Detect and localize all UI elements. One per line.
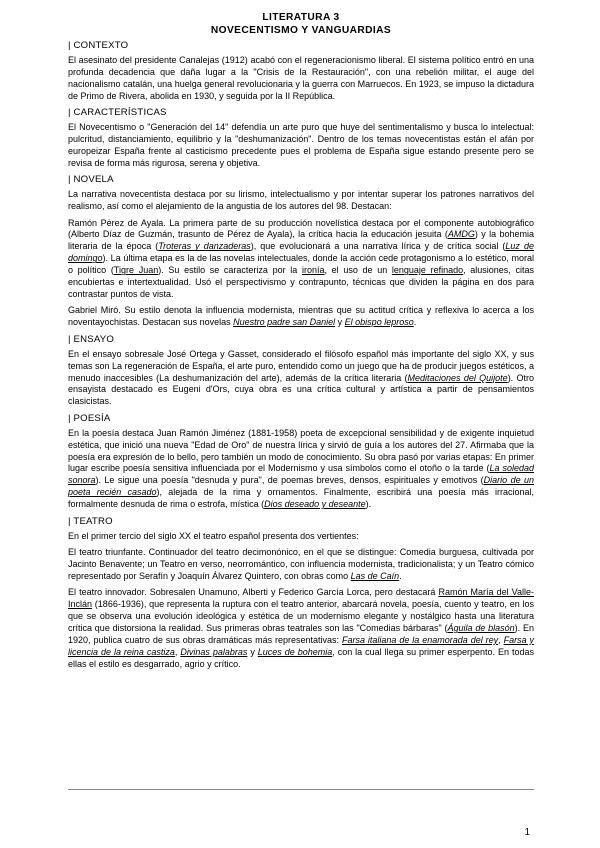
- teatro-triunfante-paragraph: [68, 547, 534, 583]
- work-title-nuestro-padre: Nuestro padre san Daniel: [233, 317, 336, 328]
- text-run: ), alejada de la rima y ornamentos. Finalmente, escribirá una poesía más irracional, formalmente desnuda de rima o estrofa, mística (: [68, 487, 534, 510]
- work-title-obispo-leproso: El obispo leproso: [344, 317, 414, 328]
- section-heading-ensayo: | ENSAYO: [68, 333, 115, 345]
- section-heading-caracteristicas: | CARACTERÍSTICAS: [68, 107, 167, 119]
- text-run: En el ensayo sobresale José Ortega y Gasset, considerado el filósofo español más importante del siglo XX, y sus temas son La regeneración de España, el arte puro, entendido como un juego que ha de producir juegos estéticos, a menudo inaccesibles (La deshumanización del arte), además de la crítica literaria (: [68, 348, 534, 383]
- section-heading-poesia: | POESÍA: [68, 412, 111, 424]
- text-run: Ramón Pérez de Ayala. La primera parte de su producción novelística destaca por el componente autobiográfico (Alberto Díaz de Guzmán, trasunto de Pérez de Ayala), la crítica hacia la educación jesuita (: [68, 217, 534, 240]
- work-title-luces-bohemia: Luces de bohemia: [257, 646, 333, 657]
- work-title-aguila-blason: Águila de blasón: [447, 622, 515, 633]
- author-valle-inclan: Ramón María del Valle-Inclán: [68, 587, 535, 610]
- work-title-las-de-cain: Las de Caín: [350, 570, 400, 581]
- work-title-dios-deseado: Dios deseado y deseante: [264, 499, 366, 510]
- text-run: ). Su estilo se caracteriza por la: [158, 265, 302, 276]
- text-run: ).: [365, 499, 372, 510]
- text-run: Gabriel Miró. Su estilo denota la influencia modernista, mientras que su actitud crítica y reflexiva lo acerca a los noventayochistas. Destacan sus novelas: [68, 305, 534, 328]
- work-title-diario-poeta: Diario de un poeta recién casado: [68, 475, 535, 498]
- teatro-intro-paragraph: En el primer tercio del siglo XX el teatro español presenta dos vertientes:: [68, 530, 359, 541]
- work-title-farsa-italiana: Farsa italiana de la enamorada del rey: [341, 634, 499, 645]
- text-run: , alusiones, citas encubiertas e intertextualidad. Usó el perspectivismo y contrapunto, técnicas que dividen la página en dos para contrastar puntos de vista.: [68, 265, 534, 299]
- work-title-divinas-palabras: Divinas palabras: [180, 646, 248, 657]
- work-title-tigre-juan: Tigre Juan: [113, 265, 159, 276]
- text-run: ). La última etapa es la de las novelas intelectuales, donde la acción cede protagonismo a lo estético, moral o político (: [68, 253, 534, 276]
- text-run: ). En 1920, publica cuatro de sus obras dramáticas más representativas:: [68, 622, 534, 645]
- novela-perez-de-ayala-paragraph: [68, 218, 534, 301]
- document-title: LITERATURA 3: [262, 12, 340, 23]
- text-run: El teatro innovador. Sobresalen Unamuno, Alberti y Federico García Lorca, pero destacará: [68, 587, 439, 598]
- teatro-innovador-paragraph: [68, 587, 534, 670]
- text-run: ). Otro ensayista destacado es Eugeni d'Ors, cuya obra es una crítica cultural y artística a partir de pensamientos clasicistas.: [68, 372, 534, 407]
- text-run: ) y la bohemia literaria de la época (: [68, 229, 535, 252]
- text-run: y: [335, 317, 345, 328]
- work-title-luz-de-domingo: Luz de domingo: [68, 241, 534, 264]
- text-run: ,: [498, 634, 504, 645]
- footer-divider: [68, 789, 534, 790]
- text-run: , con la cual llega su primer esperpento. En todas ellas el estilo es desgarrado, agrio y crítico.: [68, 646, 534, 669]
- ensayo-paragraph: [68, 349, 534, 409]
- text-run: ,: [174, 646, 181, 657]
- work-title-amdg: AMDG: [447, 229, 475, 240]
- text-run: ). Le sigue una poesía "desnuda y pura", de poemas breves, densos, espirituales y emotivos (: [95, 475, 484, 486]
- poesia-paragraph: [68, 428, 534, 511]
- novela-intro-paragraph: La narrativa novecentista destaca por su lirismo, intelectualismo y por intentar superar los patrones narrativos del realismo, así como el alejamiento de la angustia de los autores del 98. Destacan:: [68, 189, 534, 212]
- text-run: (1866-1936), que representa la ruptura con el teatro anterior, abarcará novela, poesía, cuento y teatro, en los que se observa una evolución ideológica y estética de un modernismo elegante y nostálgico hasta una literatura crítica que distorsiona la realidad. Sus primeras obras teatrales son las "Comedias bárbaras" (: [68, 599, 534, 633]
- text-run: , el uso de un: [324, 265, 392, 276]
- caracteristicas-paragraph: El Novecentismo o "Generación del 14" defendía un arte puro que huye del sentimentalismo y busca lo intelectual: pulcritud, distanciamiento, equilibrio y la "deshumanización". Dentro de los temas novecentistas están el afán por europeizar España frente al casticismo precedente pues el problema de España sigue estando presente pero se revisa de forma más rigurosa, serena y objetiva.: [68, 122, 534, 168]
- page-number: 1: [524, 827, 530, 838]
- text-run: En la poesía destaca Juan Ramón Jiménez (1881-1958) poeta de excepcional sensibilidad y de exigente inquietud estética, que inició una nueva "Edad de Oro" de nuestra lírica y sirvió de guía a los autores del 27. Afirmaba que la poesía era expresión de lo bello, pero también un modo de conocimiento. Su obra pasó por varias etapas: En primer lugar escribe poesía sensitiva influenciada por el Modernismo y usa símbolos como el otoño o la tarde (: [68, 427, 534, 474]
- section-heading-contexto: | CONTEXTO: [68, 40, 129, 51]
- text-run: y: [247, 646, 258, 657]
- text-run: El teatro triunfante. Continuador del teatro decimonónico, en el que se distingue: Comedia burguesa, cultivada por Jacinto Benavente; un Teatro en verso, neorromántico, con influencia modernista, tradicionalista; y un Teatro cómico representado por Serafín y Joaquín Álvarez Quintero, con obras como: [68, 547, 534, 581]
- contexto-paragraph: El asesinato del presidente Canalejas (1912) acabó con el regeneracionismo liberal. El sistema político entró en una profunda decadencia que daña lugar a la "Crisis de la Restauración", con una rebelión militar, el auge del nacionalismo catalán, una huelga general revolucionaria y la guerra con Marruecos. En 1923, se impuso la dictadura de Primo de Rivera, abolida en 1930, y seguida por la II República.: [68, 55, 534, 101]
- text-run: .: [413, 317, 417, 328]
- work-title-soledad-sonora: La soledad sonora: [68, 463, 534, 486]
- work-title-meditaciones: Meditaciones del Quijote: [407, 372, 508, 383]
- text-run: ), que evolucionará a una narrativa lírica y de crítica social (: [250, 241, 506, 252]
- work-title-farsa-licencia: Farsa y licencia de la reina castiza: [68, 634, 535, 657]
- novela-miro-paragraph: [68, 305, 534, 329]
- section-heading-novela: | NOVELA: [68, 174, 114, 186]
- keyword-ironia: ironía: [301, 265, 325, 276]
- text-run: .: [399, 570, 402, 581]
- section-heading-teatro: | TEATRO: [68, 515, 113, 527]
- keyword-lenguaje-refinado: lenguaje refinado: [391, 265, 464, 276]
- document-subtitle: NOVECENTISMO Y VANGUARDIAS: [210, 25, 392, 36]
- work-title-troteras: Troteras y danzaderas: [158, 241, 251, 252]
